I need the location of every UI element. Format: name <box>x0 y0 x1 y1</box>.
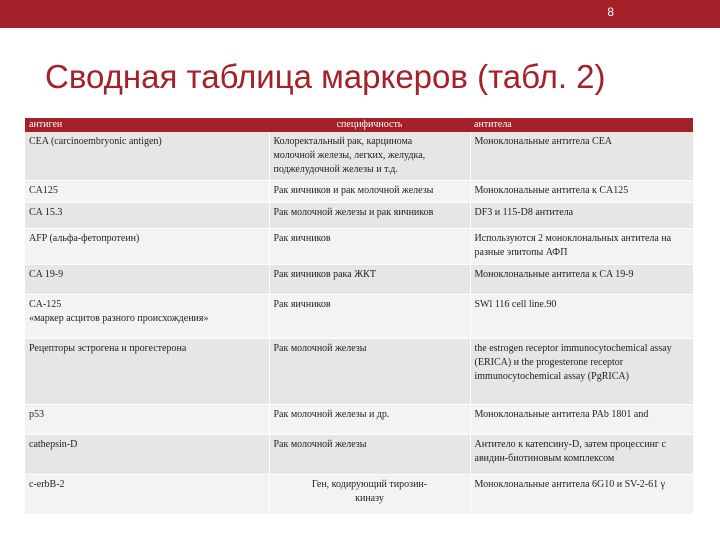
cell-antibodies: the estrogen receptor immunocytochemical assay (ERICA) и the progesterone receptor immunocytochemical assay (PgRICA) <box>470 339 693 405</box>
cell-specificity: Рак молочной железы и др. <box>269 405 470 435</box>
cell-antigen: cathepsin-D <box>25 435 269 475</box>
table-row <box>25 229 693 265</box>
page-number: 8 <box>607 5 614 19</box>
slide-title: Сводная таблица маркеров (табл. 2) <box>45 58 606 95</box>
cell-antibodies: Антитело к катепсину-D, затем процессинг с авидин-биотиновым комплексом <box>470 435 693 475</box>
table-row <box>25 295 693 339</box>
cell-specificity: Колоректальный рак, карцинома молочной железы, легких, желудка, поджелудочной железы и т.д. <box>269 132 470 181</box>
cell-specificity: Ген, кодирующий тирозин- киназу <box>269 475 470 515</box>
markers-table <box>25 118 693 515</box>
cell-specificity: Рак молочной железы <box>269 435 470 475</box>
cell-antibodies: Моноклональные антитела 6G10 и SV-2-61 γ <box>470 475 693 515</box>
top-bar <box>0 0 720 28</box>
cell-antigen: p53 <box>25 405 269 435</box>
cell-antibodies: Моноклональные антитела к CA125 <box>470 181 693 203</box>
cell-specificity: Рак яичников <box>269 295 470 339</box>
cell-antigen: CA 19-9 <box>25 265 269 295</box>
cell-antigen: CEA (carcinoembryonic antigen) <box>25 132 269 181</box>
cell-specificity: Рак яичников рака ЖКТ <box>269 265 470 295</box>
header-specificity: специфичность <box>269 118 470 132</box>
table-row <box>25 475 693 515</box>
table-row <box>25 339 693 405</box>
cell-antibodies: SWl 116 cell line.90 <box>470 295 693 339</box>
cell-specificity: Рак яичников и рак молочной железы <box>269 181 470 203</box>
cell-antigen: Рецепторы эстрогена и прогестерона <box>25 339 269 405</box>
header-antibodies: антитела <box>470 118 693 132</box>
cell-antibodies: Моноклональные антитела PAb 1801 and <box>470 405 693 435</box>
table-row <box>25 203 693 229</box>
cell-antibodies: Моноклональные антитела к CA 19-9 <box>470 265 693 295</box>
table-row <box>25 265 693 295</box>
cell-antigen: AFP (альфа-фетопротеин) <box>25 229 269 265</box>
table-row <box>25 181 693 203</box>
cell-antibodies: Используются 2 моноклональных антитела на разные эпитопы АФП <box>470 229 693 265</box>
cell-antigen: CA-125 «маркер асцитов разного происхождения» <box>25 295 269 339</box>
cell-specificity: Рак молочной железы и рак яичников <box>269 203 470 229</box>
table-row <box>25 435 693 475</box>
cell-antigen: CA 15.3 <box>25 203 269 229</box>
cell-specificity: Рак молочной железы <box>269 339 470 405</box>
cell-antibodies: DF3 и 115-D8 антитела <box>470 203 693 229</box>
table-row <box>25 405 693 435</box>
cell-specificity: Рак яичников <box>269 229 470 265</box>
table-row <box>25 132 693 181</box>
cell-antigen: c-erbB-2 <box>25 475 269 515</box>
cell-antigen: CA125 <box>25 181 269 203</box>
cell-antibodies: Моноклональные антитела CEA <box>470 132 693 181</box>
header-antigen: антиген <box>25 118 269 132</box>
table-header-row <box>25 118 693 132</box>
